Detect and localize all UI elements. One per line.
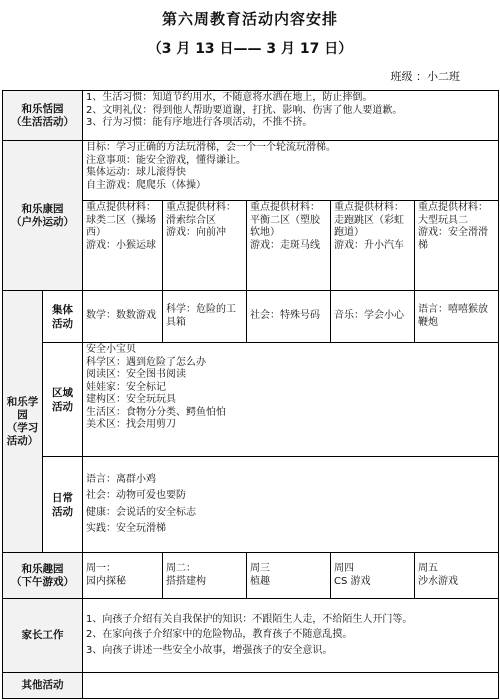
label-group-activity: 集体 活动 xyxy=(43,291,83,343)
area-line: 安全小宝贝 xyxy=(86,344,136,355)
row-learning-group xyxy=(3,291,499,343)
area-line: 美术区：找会用剪刀 xyxy=(86,419,176,430)
outdoor-material-cell: 重点提供材料：大型玩具二 游戏：安全滑滑梯 xyxy=(415,201,499,291)
outdoor-material-cell: 重点提供材料：平衡二区（塑胶软地） 游戏：走斑马线 xyxy=(247,201,331,291)
life-line: 2、文明礼仪：得到他人帮助要道谢，打扰、影响、伤害了他人要道歉。 xyxy=(86,104,403,116)
header-life: 和乐恬园 （生活活动） xyxy=(3,91,83,141)
game-day-cell xyxy=(247,553,331,599)
game-day: 周五 xyxy=(418,563,438,574)
header-learning: 和乐学园 （学习活动） xyxy=(3,291,43,553)
outdoor-material-cell: 重点提供材料：滑索综合区 游戏：向前冲 xyxy=(163,201,247,291)
row-life xyxy=(3,91,499,141)
row-outdoor xyxy=(3,141,499,201)
row-other xyxy=(3,673,499,699)
game-name: 搭搭建构 xyxy=(166,575,206,587)
area-line: 娃娃家：安全标记 xyxy=(86,381,166,393)
label-area-activity: 区域 活动 xyxy=(43,343,83,457)
game-day-cell xyxy=(83,553,163,599)
header-other: 其他活动 xyxy=(3,673,83,699)
parents-line: 2、在家向孩子介绍家中的危险物品，教育孩子不随意乱摸。 xyxy=(86,629,353,641)
area-line: 科学区：遇到危险了怎么办 xyxy=(86,356,206,368)
game-name: CS 游戏 xyxy=(334,575,371,587)
row-learning-area xyxy=(3,343,499,457)
schedule-table xyxy=(2,90,499,699)
label-daily-activity: 日常 活动 xyxy=(43,457,83,553)
daily-line: 语言：离群小鸡 xyxy=(86,473,156,485)
game-name: 园内探秘 xyxy=(86,575,126,587)
game-day: 周一： xyxy=(86,563,116,574)
area-activity-content xyxy=(83,343,499,457)
game-day-cell xyxy=(331,553,415,599)
group-activity-item: 音乐：学会小心 xyxy=(331,291,415,343)
game-day-cell xyxy=(415,553,499,599)
other-content xyxy=(83,673,499,699)
daily-activity-content xyxy=(83,457,499,553)
area-line: 建构区：安全玩玩具 xyxy=(86,394,176,405)
game-day-cell xyxy=(163,553,247,599)
life-content xyxy=(83,91,499,141)
outdoor-material-cell: 重点提供材料：球类二区（操场西） 游戏：小猴运球 xyxy=(83,201,163,291)
row-parents xyxy=(3,599,499,673)
parents-line: 3、向孩子讲述一些安全小故事，增强孩子的安全意识。 xyxy=(86,644,333,656)
game-name: 沙水游戏 xyxy=(418,575,458,587)
life-line: 3、行为习惯：能有序地进行各项活动，不推不挤。 xyxy=(86,117,313,128)
parents-content xyxy=(83,599,499,673)
game-day: 周三 xyxy=(250,563,270,574)
outdoor-content xyxy=(83,141,499,201)
class-label: 班级 ：小二班 xyxy=(390,70,460,83)
header-outdoor: 和乐康园 （户外运动） xyxy=(3,141,83,291)
date-range: （3 月 13 日—— 3 月 17 日） xyxy=(147,41,353,57)
game-name: 植趣 xyxy=(250,575,270,587)
daily-line: 实践：安全玩滑梯 xyxy=(86,523,166,534)
life-line: 1、生活习惯：知道节约用水，不随意将水洒在地上，防止摔倒。 xyxy=(86,92,373,103)
outdoor-group-sport: 集体运动：球儿滚得快 xyxy=(86,167,186,178)
daily-line: 健康：会说话的安全标志 xyxy=(86,506,196,518)
game-day: 周四 xyxy=(334,563,354,574)
group-activity-item: 数学：数数游戏 xyxy=(83,291,163,343)
daily-line: 社会：动物可爱也要防 xyxy=(86,490,186,501)
page-title: 第六周教育活动内容安排 xyxy=(161,10,338,28)
row-games xyxy=(3,553,499,599)
group-activity-item: 科学：危险的工具箱 xyxy=(163,291,247,343)
game-day: 周二： xyxy=(166,563,196,574)
outdoor-notes: 注意事项：能安全游戏，懂得谦让。 xyxy=(86,154,246,166)
outdoor-material-cell: 重点提供材料：走跑跳区（彩虹跑道） 游戏：升小汽车 xyxy=(331,201,415,291)
header-parents: 家长工作 xyxy=(3,599,83,673)
area-line: 生活区：食物分分类、鳄鱼怕怕 xyxy=(86,406,226,418)
area-line: 阅读区：安全图书阅读 xyxy=(86,369,186,380)
group-activity-item: 语言：嘻嘻猴放鞭炮 xyxy=(415,291,499,343)
row-learning-daily xyxy=(3,457,499,553)
header-games: 和乐趣园 （下午游戏） xyxy=(3,553,83,599)
parents-line: 1、向孩子介绍有关自我保护的知识：不跟陌生人走，不给陌生人开门等。 xyxy=(86,613,413,625)
group-activity-item: 社会：特殊号码 xyxy=(247,291,331,343)
outdoor-goal: 目标：学习正确的方法玩滑梯，会一个一个轮流玩滑梯。 xyxy=(86,142,336,153)
outdoor-free-play: 自主游戏：爬爬乐（体操） xyxy=(86,179,206,191)
